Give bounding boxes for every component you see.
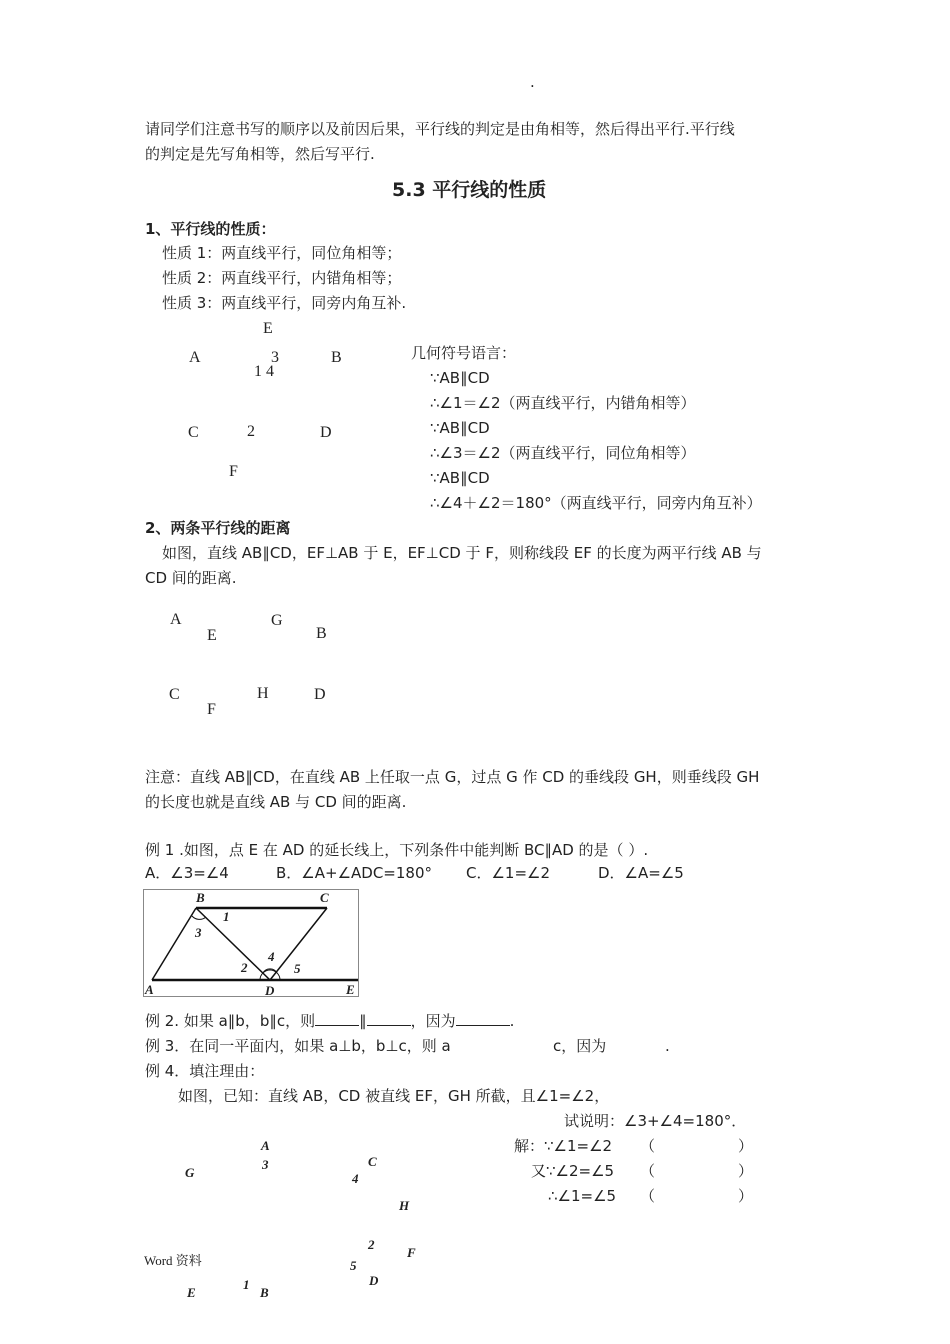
ex1-label-5: 5 [294,961,301,976]
fig2-label-D: D [314,686,326,703]
ex4-label-C: C [368,1154,377,1169]
property-2: 性质 2：两直线平行，内错角相等； [162,269,402,287]
header-dot: . [530,73,535,91]
page-title: 5.3 平行线的性质 [392,179,547,201]
ex1-label-C: C [320,890,329,905]
ex1-label-4: 4 [268,949,275,964]
example4-paren-close-1: ） [738,1137,754,1155]
ex4-label-F: F [407,1245,416,1260]
fig2-label-G: G [271,612,283,629]
fig2-label-C: C [169,686,180,703]
section2-line-2: CD 间的距离. [145,569,237,587]
fig1-label-A: A [189,349,201,366]
section2-heading: 2、两条平行线的距离 [145,519,291,537]
example4-paren-close-2: ） [738,1162,754,1180]
fig2-label-F: F [207,701,216,718]
ex4-label-B: B [260,1285,269,1300]
example2-blank-3[interactable] [456,1011,510,1026]
ex4-label-5: 5 [350,1258,357,1273]
fig1-label-2: 2 [247,423,255,440]
fig1-label-E: E [263,320,273,337]
symbolic-line-5: ∵AB∥CD [430,469,490,487]
ex4-label-E: E [187,1285,196,1300]
property-1: 性质 1：两直线平行，同位角相等； [162,244,402,262]
ex4-label-1: 1 [243,1277,250,1292]
property-3: 性质 3：两直线平行，同旁内角互补. [162,294,407,312]
symbolic-line-2: ∴∠1＝∠2（两直线平行，内错角相等） [430,394,696,412]
example4-heading: 例 4．填注理由： [145,1062,265,1080]
example3-c: c，因为 [553,1037,607,1055]
footer-text: Word 资料 [144,1253,202,1268]
example1-option-b: B．∠A+∠ADC=180° [276,864,432,882]
example4-try: 试说明：∠3+∠4=180°． [564,1112,747,1130]
ex1-label-B: B [196,890,205,905]
example2 [145,1011,514,1031]
note-line-1: 注意：直线 AB∥CD，在直线 AB 上任取一点 G，过点 G 作 CD 的垂线段 GH，则垂线段 GH [145,768,760,786]
example2-blank-1[interactable] [315,1011,359,1026]
intro-line-1: 请同学们注意书写的顺序以及前因后果，平行线的判定是由角相等，然后得出平行.平行线 [145,120,735,138]
example3-end: . [665,1037,670,1055]
ex4-label-H: H [399,1198,410,1213]
example1-option-d: D．∠A=∠5 [598,864,684,882]
symbolic-heading: 几何符号语言： [411,344,517,362]
example4-paren-open-2: （ [640,1162,656,1180]
ex4-label-D: D [369,1273,379,1288]
fig1-label-F: F [229,463,238,480]
ex4-label-2: 2 [368,1237,375,1252]
fig2-label-A: A [170,611,182,628]
fig1-label-D: D [320,424,332,441]
example4-solution-3: ∴∠1=∠5 [548,1187,617,1205]
example4-solution-2: 又∵∠2=∠5 [531,1162,615,1180]
fig2-label-E: E [207,627,217,644]
example2-text-1: 例 2. 如果 a∥b，b∥c，则 [145,1012,316,1030]
example4-given: 如图，已知：直线 AB，CD 被直线 EF，GH 所截，且∠1=∠2， [178,1087,610,1105]
note-line-2: 的长度也就是直线 AB 与 CD 间的距离. [145,793,407,811]
ex1-label-1: 1 [223,909,230,924]
example4-solution-1: 解：∵∠1=∠2 [514,1137,613,1155]
example2-parallel: ∥ [359,1012,367,1030]
example2-text-2: ，因为 [410,1012,456,1030]
ex1-label-3: 3 [195,925,202,940]
example1-option-c: C．∠1=∠2 [466,864,551,882]
ex1-label-A: A [145,982,154,997]
section2-line-1: 如图，直线 AB∥CD，EF⊥AB 于 E，EF⊥CD 于 F，则称线段 EF 的长度为两平行线 AB 与 [162,544,762,562]
symbolic-line-4: ∴∠3＝∠2（两直线平行，同位角相等） [430,444,696,462]
fig1-label-14: 1 4 [254,363,274,380]
ex4-label-4: 4 [352,1171,359,1186]
symbolic-line-1: ∵AB∥CD [430,369,490,387]
symbolic-line-6: ∴∠4＋∠2＝180°（两直线平行，同旁内角互补） [430,494,762,512]
fig1-label-3: 3 [271,349,279,366]
example2-text-3: . [509,1012,515,1030]
fig1-label-B: B [331,349,342,366]
example4-paren-open-3: （ [640,1187,656,1205]
example1-figure [143,889,359,997]
symbolic-line-3: ∵AB∥CD [430,419,490,437]
ex4-label-3: 3 [262,1157,269,1172]
fig1-label-C: C [188,424,199,441]
section1-heading: 1、平行线的性质： [145,220,276,238]
example3-text: 例 3．在同一平面内，如果 a⊥b，b⊥c，则 a [145,1037,451,1055]
ex1-label-E: E [346,982,355,997]
example1-option-a: A．∠3=∠4 [145,864,229,882]
example4-paren-close-3: ） [738,1187,754,1205]
ex4-label-A: A [261,1138,270,1153]
intro-line-2: 的判定是先写角相等，然后写平行. [145,145,375,163]
example2-blank-2[interactable] [367,1011,411,1026]
example4-paren-open-1: （ [640,1137,656,1155]
ex1-label-D: D [265,983,275,998]
ex4-label-G: G [185,1165,195,1180]
fig2-label-B: B [316,625,327,642]
example1-question: 例 1 .如图，点 E 在 AD 的延长线上，下列条件中能判断 BC∥AD 的是（ ）. [145,841,649,859]
fig2-label-H: H [257,685,269,702]
ex1-label-2: 2 [241,960,248,975]
